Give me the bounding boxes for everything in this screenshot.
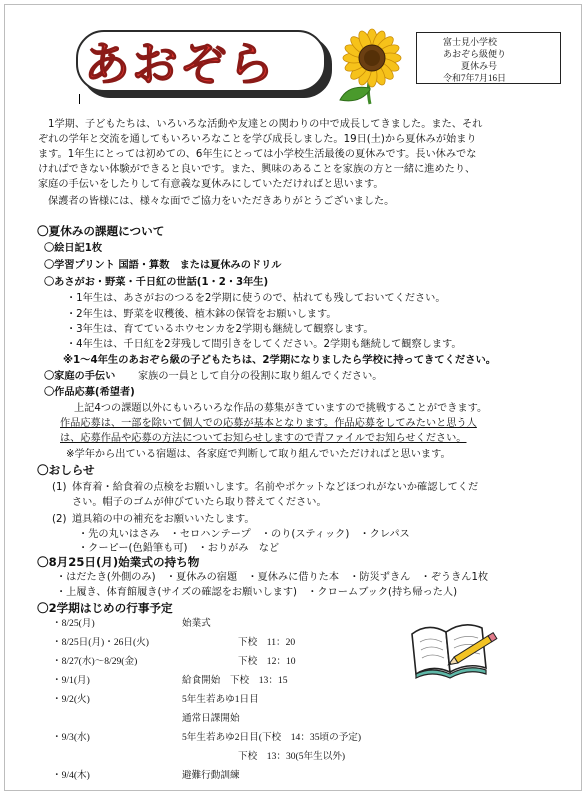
supplies-line: ・クーピー(色鉛筆も可) ・おりがみ など: [78, 543, 280, 554]
text-cursor: [79, 94, 80, 104]
schedule-date: ・9/3(水): [52, 732, 90, 743]
notice-1-line: 体育着・給食着の点検をお願いします。名前やポケットなどほつれがないか確認してくだ: [72, 482, 479, 493]
intro-line: 保護者の皆様には、様々な面でご協力をいただきありがとうございました。: [48, 196, 395, 207]
schedule-event: 通常日課開始: [182, 713, 240, 724]
book-and-pencil-icon: [406, 612, 498, 684]
school-name: 富士見小学校: [443, 37, 498, 47]
notice-2-line: 道具箱の中の補充をお願いいたします。: [72, 514, 255, 525]
schedule-event: 5年生若あゆ1日目: [182, 694, 259, 705]
ceremony-line: ・はだたき(外側のみ) ・夏休みの宿題 ・夏休みに借りた本 ・防災ずきん ・ぞうきん1枚: [56, 572, 489, 583]
issue-date: 令和7年7月16日: [443, 73, 507, 83]
supplies-line: ・先の丸いはさみ ・セロハンテープ ・のり(スティック) ・クレパス: [78, 529, 410, 540]
schedule-date: ・9/4(木): [52, 770, 90, 781]
intro-line: 家庭の手伝いをしたりして有意義な夏休みにしていただければと思います。: [38, 179, 384, 190]
help-text: 家族の一員として自分の役割に取り組んでください。: [138, 371, 383, 382]
schedule-date: ・8/25日(月)・26日(火): [52, 637, 149, 648]
sunflower-icon: [332, 24, 412, 106]
schedule-event: 5年生若あゆ2日目(下校 14：35頃の予定): [182, 732, 362, 743]
intro-line: ければできない体験ができると良いです。また、興味のあることを家族の方と一緒に進めたり、: [38, 164, 476, 175]
newsletter-name: あおぞら級便り: [443, 49, 507, 59]
help-label: 〇家庭の手伝い: [44, 371, 116, 382]
print-item: 〇学習プリント 国語・算数 または夏休みのドリル: [44, 260, 282, 271]
plants-item: 〇あさがお・野菜・千日紅の世話(1・2・3年生): [44, 277, 269, 288]
works-note: ※学年から出ている宿題は、各家庭で判断して取り組んでいただければと思います。: [66, 449, 451, 460]
works-line: 作品応募は、一部を除いて個人での応募が基本となります。作品応募をしてみたいと思う人: [60, 418, 477, 429]
schedule-date: ・9/2(火): [52, 694, 90, 705]
ceremony-line: ・上履き、体育館履き(サイズの確認をお願いします) ・クロームブック(持ち帰った人): [56, 587, 458, 598]
works-line: 上記4つの課題以外にもいろいろな作品の募集がきていますので挑戦することができます。: [74, 403, 488, 414]
plant-detail: ・2年生は、野菜を収穫後、植木鉢の保管をお願いします。: [66, 309, 337, 320]
newsletter-title: [76, 30, 336, 100]
school-info-box: [416, 32, 561, 84]
notice-2-number: (2): [52, 514, 67, 525]
notice-1-line: さい。帽子のゴムが伸びていたら取り替えてください。: [72, 497, 327, 508]
schedule-event: 始業式: [182, 618, 211, 629]
issue-name: 夏休み号: [461, 61, 498, 71]
notice-1-number: (1): [52, 482, 67, 493]
plant-detail: ・3年生は、育てているホウセンカを2学期も継続して観察します。: [66, 324, 374, 335]
assignments-heading: 〇夏休みの課題について: [37, 224, 165, 238]
schedule-date: ・9/1(月): [52, 675, 90, 686]
schedule-event: 避難行動訓練: [182, 770, 240, 781]
diary-item: 〇絵日記1枚: [44, 243, 103, 254]
ceremony-heading: 〇8月25日(月)始業式の持ち物: [37, 555, 200, 569]
intro-line: 1学期、子どもたちは、いろいろな活動や友達との関わりの中で成長してきました。また、それ: [48, 119, 483, 130]
plant-detail: ・4年生は、千日紅を2芽残して間引きをしてください。2学期も継続して観察します。: [66, 339, 462, 350]
plant-note: ※1〜4年生のあおぞら級の子どもたちは、2学期になりましたら学校に持ってきてください。: [63, 354, 497, 366]
works-label: 〇作品応募(希望者): [44, 387, 135, 398]
schedule-heading: 〇2学期はじめの行事予定: [37, 601, 173, 615]
schedule-event: 下校 12：10: [238, 656, 296, 667]
schedule-date: ・8/27(水)〜8/29(金): [52, 656, 138, 667]
schedule-event: 給食開始 下校 13：15: [182, 675, 288, 686]
title-text: あおぞら: [84, 37, 276, 91]
intro-line: ぞれの学年と交流を通してもいろいろなことを学び成長しました。19日(土)から夏休みが始まり: [38, 134, 477, 145]
intro-line: ます。1年生にとっては初めての、6年生にとっては小学校生活最後の夏休みです。長い休みでな: [38, 149, 477, 160]
works-line: は、応募作品や応募の方法についてお知らせしますので青ファイルでお知らせください。: [60, 433, 467, 444]
notices-heading: 〇おしらせ: [37, 463, 95, 477]
schedule-date: ・8/25(月): [52, 618, 95, 629]
schedule-event: 下校 13：30(5年生以外): [238, 751, 346, 762]
plant-detail: ・1年生は、あさがおのつるを2学期に使うので、枯れても残しておいてください。: [66, 293, 446, 304]
schedule-event: 下校 11：20: [238, 637, 296, 648]
